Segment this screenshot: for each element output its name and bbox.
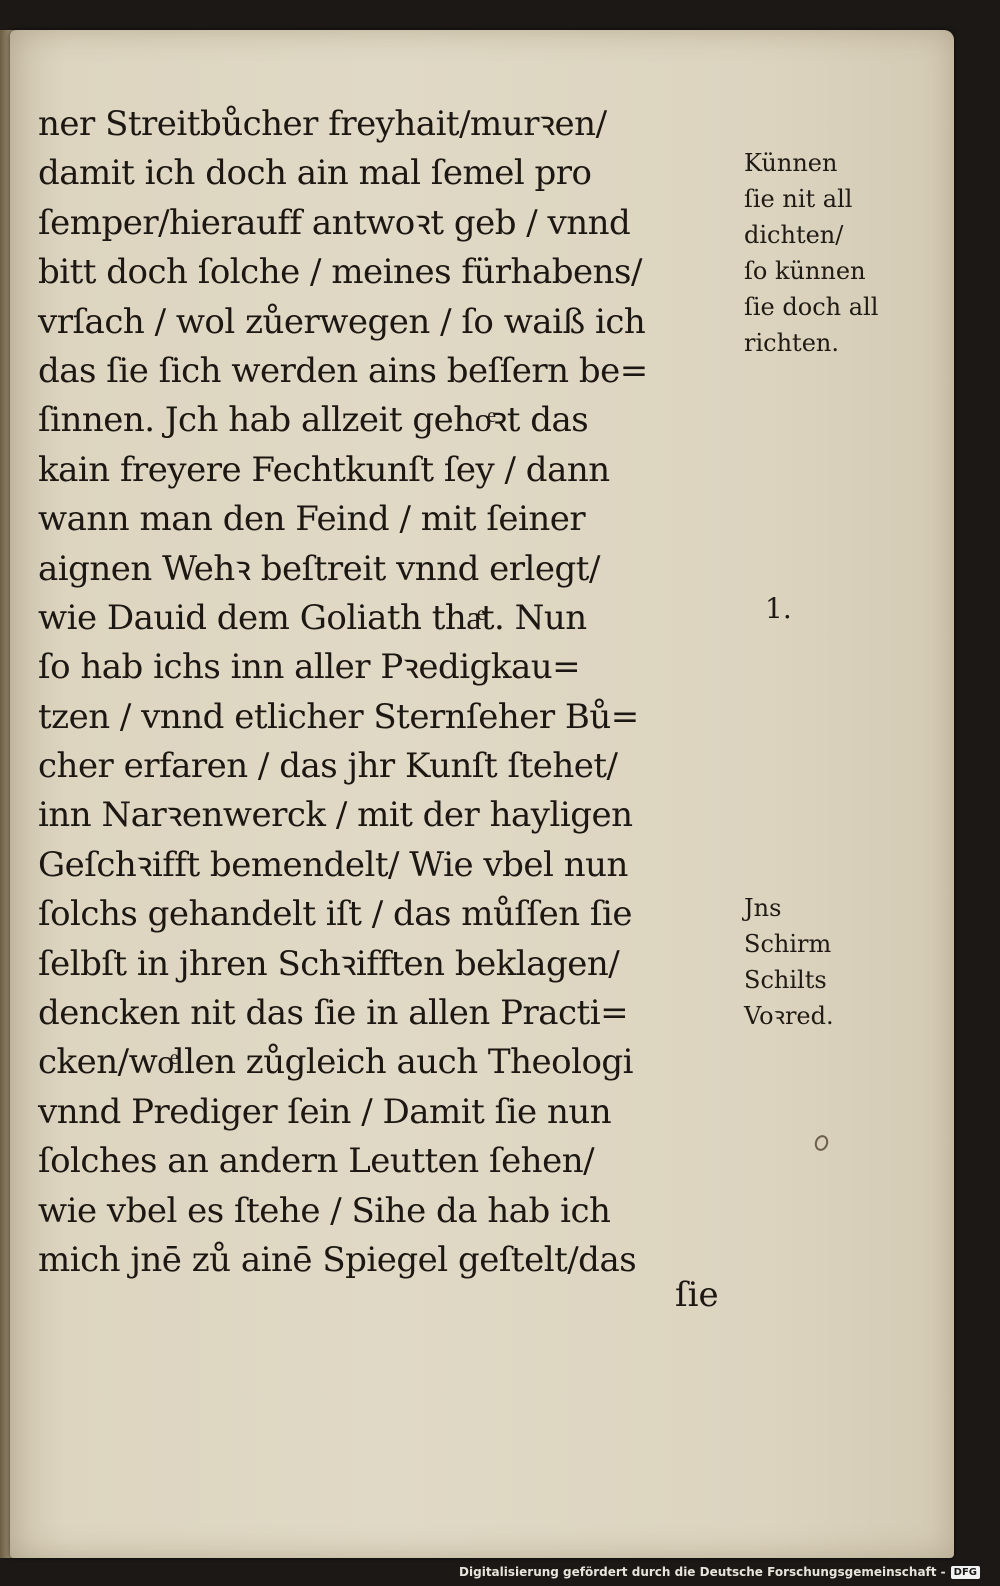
text-line: ſemper/hierauff antwoꝛt geb / vnnd (38, 202, 631, 243)
footer (459, 1561, 980, 1583)
catchword: ſie (675, 1275, 719, 1315)
marginal-note-line: Schilts (744, 966, 827, 994)
text-line: Geſchꝛifft bemendelt/ Wie vbel nun (38, 844, 628, 885)
text-line: vrſach / wol zůerwegen / ſo waiß ich (38, 301, 646, 342)
footer-credit: Digitalisierung gefördert durch die Deutsche Forschungsgemeinschaft - (459, 1565, 946, 1579)
text-line: wie vbel es ſtehe / Sihe da hab ich (38, 1190, 611, 1231)
marginal-note-1 (744, 145, 878, 361)
text-line: cher erfaren / das jhr Kunſt ſtehet/ (38, 746, 618, 787)
text-line: kain freyere Fechtkunſt ſey / dann (38, 449, 610, 490)
text-line: aignen Wehꝛ beſtreit vnnd erlegt/ (38, 548, 600, 589)
text-line: ner Streitbůcher freyhait/murꝛen/ (38, 104, 607, 144)
marginal-numeral: 1. (765, 592, 792, 625)
text-line: das ſie ſich werden ains beſſern be= (38, 350, 648, 391)
text-line: inn Narꝛenwerck / mit der hayligen (38, 795, 633, 836)
marginal-note-line: Schirm (744, 930, 832, 958)
marginal-note-line: Jns (744, 894, 782, 922)
marginal-note-line: ſie doch all (744, 293, 879, 321)
marginal-note-line: ſie nit all (744, 185, 853, 213)
text-line: damit ich doch ain mal ſemel pro (38, 153, 592, 194)
text-line: mich jnē zů ainē Spiegel geſtelt/das (38, 1239, 637, 1280)
text-line: dencken nit das ſie in allen Practi= (38, 993, 629, 1034)
text-line: wann man den Feind / mit ſeiner (38, 499, 586, 540)
text-line: bitt doch ſolche / meines fürhabens/ (38, 252, 642, 293)
text-line: ſo hab ichs inn aller Pꝛedigkau= (38, 647, 581, 688)
marginal-note-line: richten. (744, 329, 839, 357)
marginal-note-line: ſo künnen (744, 257, 866, 285)
dfg-logo: DFG (951, 1566, 980, 1579)
marginal-note-line: dichten/ (744, 221, 844, 249)
text-line: ſinnen. Jch hab allzeit gehoͤꝛt das (38, 400, 589, 441)
text-line: ſelbſt in jhren Schꝛifften beklagen/ (38, 943, 620, 984)
marginal-note-2 (744, 890, 834, 1034)
text-line: ſolches an andern Leutten ſehen/ (38, 1141, 595, 1182)
main-text-block (38, 100, 738, 1285)
text-line: cken/woͤllen zůgleich auch Theologi (38, 1042, 634, 1083)
text-line: wie Dauid dem Goliath thaͤt. Nun (38, 597, 587, 638)
marginal-note-line: Künnen (744, 149, 838, 177)
text-line: vnnd Prediger ſein / Damit ſie nun (38, 1091, 612, 1132)
text-line: ſolchs gehandelt iſt / das můſſen ſie (38, 894, 632, 935)
text-line: tzen / vnnd etlicher Sternſeher Bů= (38, 696, 639, 737)
marginal-note-line: Voꝛred. (744, 1002, 834, 1030)
